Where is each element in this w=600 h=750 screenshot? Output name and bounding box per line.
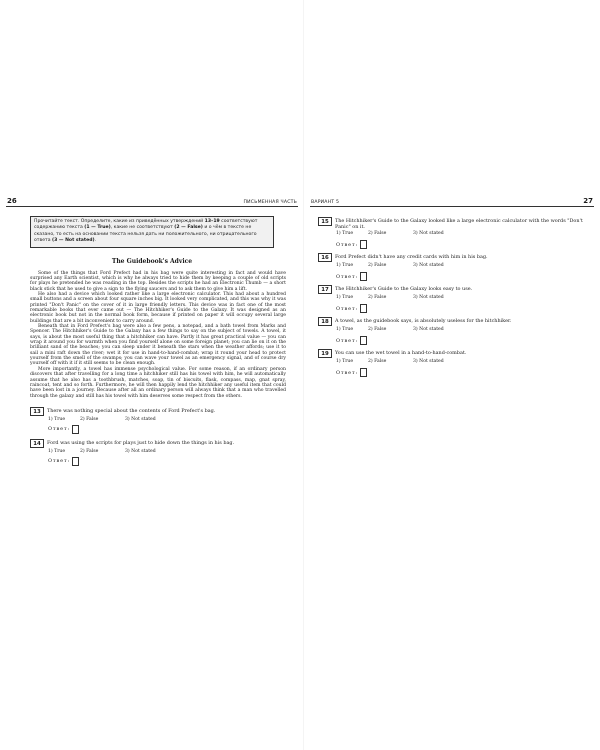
answer-label: Ответ: xyxy=(336,369,359,376)
paragraph: More importantly, a towel has immense psychological value. For some reason, if an ordinary person discovers that after travelling for a long time a hitchhiker still has his towel with him, he will automatically assume that he also has a toothbrush, matches, soap, tin of biscuits, flask, compass, map, gnat spray, raincoat, tent and so forth. Furthermore, he will then happily lend the hitchhiker any useful item that could have been lost in a journey. Because after all an ordinary person will always think that a man who travelled through the galaxy and still has his towel with him deserves some respect from the others. xyxy=(30,366,286,399)
right-page xyxy=(310,197,594,377)
instruction-text: . xyxy=(94,238,97,244)
option-not-stated: 3) Not stated xyxy=(413,327,444,332)
answer-options xyxy=(48,449,298,454)
answer-options xyxy=(336,263,594,268)
question-13 xyxy=(30,407,298,434)
option-not-stated: 3) Not stated xyxy=(125,448,156,454)
question-text: There was nothing special about the contents of Ford Prefect's bag. xyxy=(47,407,216,414)
answer-box[interactable] xyxy=(360,240,367,249)
question-text: The Hitchhiker's Guide to the Galaxy looked like a large electronic calculator with the words "Don't Panic" on it. xyxy=(335,218,583,230)
answer-options xyxy=(336,295,594,300)
option-not-stated: 3) Not stated xyxy=(413,263,444,268)
answer-box[interactable] xyxy=(360,272,367,281)
question-number: 18 xyxy=(318,317,332,326)
option-false: 2) False xyxy=(368,295,387,300)
option-true: 1) True xyxy=(336,359,354,364)
instruction-text: соответствуют содержанию текста xyxy=(34,219,258,231)
answer-options xyxy=(336,327,594,332)
paragraph: Beneath that in Ford Prefect's bag were also a few pens, a notepad, and a bath towel from Marks and Spencer. The Hitchhiker's Guide to the Galaxy has a few things to say on the subject of towels. A towel, it says, is about the most useful thing that a hitchhiker can have. Partly it has great practical value — you can wrap it around you for warmth when you find yourself alone on some foreign planet; you can lie on it on the brilliant sand of the beaches; you can sleep under it beneath the stars when the weather affords; use it to sail a mini raft down the river; wet it for use in hand-to-hand-combat; wrap it round your head to protect yourself from the smell of the swamps; you can wave your towel as an emergency signal, and of course dry yourself off with it if it still seems to be clean enough. xyxy=(30,324,286,367)
answer-row xyxy=(336,240,594,249)
left-section-title: ПИСЬМЕННАЯ ЧАСТЬ xyxy=(243,200,297,205)
instruction-range: 13–19 xyxy=(204,219,220,224)
question-line xyxy=(318,317,594,326)
paragraph: Some of the things that Ford Prefect had in his bag were quite interesting in fact and would have surprised any Earth scientist, which is why he always tried to hide them by keeping a couple of old scripts for plays he pretended he was reading in the top. Besides the scripts he had an Electronic Thumb — a short black stick that he used to give a sign to the flying saucers and to ask them to give him a lift. xyxy=(30,270,286,292)
right-page-header xyxy=(310,197,594,207)
option-false: 2) False xyxy=(368,263,387,268)
instruction-true-label: (1 — True) xyxy=(84,225,111,231)
answer-options xyxy=(48,417,298,422)
book-spine xyxy=(303,0,304,750)
question-15 xyxy=(318,217,594,249)
right-page-number: 27 xyxy=(583,197,593,205)
option-not-stated: 3) Not stated xyxy=(125,416,156,422)
answer-row xyxy=(336,336,594,345)
answer-label: Ответ: xyxy=(336,273,359,280)
answer-label: Ответ: xyxy=(48,426,71,433)
answer-box[interactable] xyxy=(72,425,79,434)
answer-options xyxy=(336,359,594,364)
answer-options xyxy=(336,231,594,236)
option-true: 1) True xyxy=(48,416,66,422)
option-true: 1) True xyxy=(336,263,354,268)
answer-row xyxy=(48,457,298,466)
answer-box[interactable] xyxy=(360,368,367,377)
text-title: The Guidebook's Advice xyxy=(111,257,193,265)
question-text: The Hitchhiker's Guide to the Galaxy looks easy to use. xyxy=(335,286,473,292)
instruction-false-label: (2 — False) xyxy=(174,225,203,231)
question-19 xyxy=(318,349,594,377)
answer-row xyxy=(336,304,594,313)
option-false: 2) False xyxy=(80,416,99,422)
left-questions xyxy=(30,407,298,466)
option-not-stated: 3) Not stated xyxy=(413,295,444,300)
option-true: 1) True xyxy=(336,231,354,236)
question-18 xyxy=(318,317,594,345)
right-section-title: ВАРИАНТ 5 xyxy=(311,200,340,205)
question-number: 19 xyxy=(318,349,332,358)
question-text: A towel, as the guidebook says, is absolutely useless for the hitchhiker. xyxy=(335,318,512,324)
answer-row xyxy=(48,425,298,434)
question-number: 15 xyxy=(318,217,332,226)
option-true: 1) True xyxy=(336,327,354,332)
question-14 xyxy=(30,439,298,466)
answer-label: Ответ: xyxy=(336,337,359,344)
answer-label: Ответ: xyxy=(336,305,359,312)
answer-label: Ответ: xyxy=(336,241,359,248)
left-page-header xyxy=(6,197,298,207)
question-line xyxy=(30,407,298,416)
option-true: 1) True xyxy=(336,295,354,300)
question-line xyxy=(30,439,298,448)
option-false: 2) False xyxy=(80,448,99,454)
right-questions xyxy=(318,217,594,377)
question-text: Ford was using the scripts for plays just to hide down the things in his bag. xyxy=(47,439,235,446)
answer-box[interactable] xyxy=(360,336,367,345)
question-16 xyxy=(318,253,594,281)
left-page-number: 26 xyxy=(7,197,17,205)
instruction-not-stated-label: (3 — Not stated) xyxy=(51,238,95,244)
answer-box[interactable] xyxy=(72,457,79,466)
question-line xyxy=(318,253,594,262)
answer-row xyxy=(336,368,594,377)
question-line xyxy=(318,217,594,230)
option-false: 2) False xyxy=(368,359,387,364)
left-page xyxy=(6,197,298,466)
question-17 xyxy=(318,285,594,313)
reading-text xyxy=(30,271,286,399)
question-text: Ford Prefect didn't have any credit cards with him in his bag. xyxy=(335,254,488,260)
option-false: 2) False xyxy=(368,231,387,236)
answer-box[interactable] xyxy=(360,304,367,313)
answer-row xyxy=(336,272,594,281)
question-number: 13 xyxy=(30,407,44,416)
question-line xyxy=(318,285,594,294)
question-line xyxy=(318,349,594,358)
task-instruction xyxy=(30,216,274,248)
option-not-stated: 3) Not stated xyxy=(413,359,444,364)
paragraph: He also had a device which looked rather like a large electronic calculator. This had about a hundred small buttons and a screen about four square inches big. It looked very complicated, and this was why it was printed "Don't Panic" on the cover of it in large friendly letters. This device was in fact one of the most remarkable books that ever came out — The Hitchhiker's Guide to the Galaxy. It was designed as an electronic book but not in the normal book form, because if printed on paper it will occupy several large buildings that are a bit inconvenient to carry around. xyxy=(30,292,286,324)
question-text: You can use the wet towel in a hand-to-hand-combat. xyxy=(335,350,467,356)
question-number: 14 xyxy=(30,439,44,448)
instruction-text: Прочитайте текст. Определите, какие из приведённых утверждений xyxy=(34,219,205,224)
question-number: 16 xyxy=(318,253,332,262)
option-not-stated: 3) Not stated xyxy=(413,231,444,236)
instruction-text: и о чём в тексте не сказано, то есть на основании текста нельзя дать ни положительного, ни отрицательного ответа xyxy=(34,225,257,244)
answer-label: Ответ: xyxy=(48,458,71,465)
question-number: 17 xyxy=(318,285,332,294)
option-false: 2) False xyxy=(368,327,387,332)
option-true: 1) True xyxy=(48,448,66,454)
instruction-text: , какие не соответствуют xyxy=(110,225,175,231)
